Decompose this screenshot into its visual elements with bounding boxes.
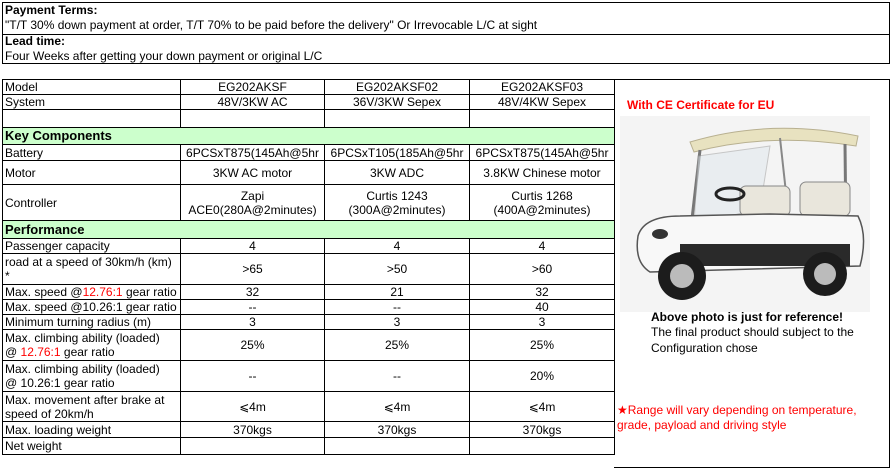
cell-maxspeed1-2: 21: [325, 285, 470, 300]
cell-brake-1: ⩽4m: [181, 392, 325, 422]
cell-maxspeed2-1: --: [181, 300, 325, 315]
cell-brake-3: ⩽4m: [470, 392, 615, 422]
cell-loading-3: 370kgs: [470, 422, 615, 438]
spec-table: [2, 79, 615, 455]
cell-system-2: 36V/3KW Sepex: [325, 95, 470, 110]
row-label-climb1: [3, 330, 181, 361]
cell-passenger-3: 4: [470, 239, 615, 254]
brake-label-line1: Max. movement after brake at: [5, 392, 165, 407]
table-row: [3, 300, 615, 315]
table-row: [3, 330, 615, 361]
table-row: [3, 315, 615, 330]
row-label-turning: Minimum turning radius (m): [3, 315, 181, 330]
cell-net-1: [181, 438, 325, 455]
table-row: [3, 285, 615, 300]
table-row: [3, 161, 615, 185]
cell-range-3: >60: [470, 254, 615, 285]
payment-terms-label: Payment Terms:: [5, 3, 98, 17]
row-label-net: Net weight: [3, 438, 181, 455]
cell-model-3: EG202AKSF03: [470, 80, 615, 95]
table-row: [3, 95, 615, 110]
table-row: [3, 110, 615, 128]
climb1-label-post: gear ratio: [60, 345, 115, 359]
cell-motor-2: 3KW ADC: [325, 161, 470, 185]
cell-range-2: >50: [325, 254, 470, 285]
table-row: [3, 254, 615, 285]
controller-1-line2: ACE0(280A@2minutes): [188, 202, 317, 217]
maxspeed1-label-ratio: 12.76:1: [82, 285, 123, 299]
row-label-motor: Motor: [3, 161, 181, 185]
climb1-label-ratio: 12.76:1: [20, 345, 61, 359]
controller-3-line1: Curtis 1268: [511, 188, 573, 203]
row-label-range: [3, 254, 181, 285]
payment-terms-text: "T/T 30% down payment at order, T/T 70% to be paid before the delivery" Or Irrevocable L/C at sight: [5, 18, 538, 32]
row-label-system: System: [3, 95, 181, 110]
cell-controller-2: [325, 185, 470, 221]
cell-controller-1: [181, 185, 325, 221]
cell-system-3: 48V/4KW Sepex: [470, 95, 615, 110]
table-row: [3, 438, 615, 455]
row-label-battery: Battery: [3, 145, 181, 161]
cell-passenger-2: 4: [325, 239, 470, 254]
cell-turning-1: 3: [181, 315, 325, 330]
cell-climb1-3: 25%: [470, 330, 615, 361]
controller-2-line2: (300A@2minutes): [348, 202, 446, 217]
range-label-line2: *: [5, 269, 10, 283]
cell-climb2-3: 20%: [470, 361, 615, 392]
cell-turning-3: 3: [470, 315, 615, 330]
controller-1-line1: Zapi: [240, 188, 265, 203]
photo-note-line1: Above photo is just for reference!: [651, 310, 844, 324]
ce-certificate-note: With CE Certificate for EU: [627, 98, 775, 112]
golf-cart-icon: [620, 116, 870, 312]
table-row: [3, 361, 615, 392]
golf-cart-photo: [620, 116, 870, 312]
range-note-line2: grade, payload and driving style: [617, 418, 787, 432]
section-title-key-components: Key Components: [3, 128, 615, 145]
climb2-label-line2: @ 10.26:1 gear ratio: [5, 376, 115, 390]
cell-maxspeed2-3: 40: [470, 300, 615, 315]
maxspeed1-label-post: gear ratio: [122, 285, 177, 299]
row-label-climb2: [3, 361, 181, 392]
cell-battery-3: 6PCSxT875(145Ah@5hr: [470, 145, 615, 161]
cell-motor-1: 3KW AC motor: [181, 161, 325, 185]
lead-time-text: Four Weeks after getting your down payment or original L/C: [5, 49, 323, 63]
climb1-label-line1: Max. climbing ability (loaded): [5, 331, 160, 345]
controller-2-line1: Curtis 1243: [366, 188, 428, 203]
section-row-performance: [3, 221, 615, 239]
row-label-brake: [3, 392, 181, 422]
table-row: [3, 392, 615, 422]
section-row-key-components: [3, 128, 615, 145]
cell-maxspeed1-1: 32: [181, 285, 325, 300]
range-label-line1: road at a speed of 30km/h (km): [5, 255, 172, 269]
cell-climb2-2: --: [325, 361, 470, 392]
cell-battery-2: 6PCSxT105(185Ah@5hr: [325, 145, 470, 161]
cell-controller-3: [470, 185, 615, 221]
maxspeed1-label-pre: Max. speed @: [5, 285, 83, 299]
row-label-maxspeed2: Max. speed @10.26:1 gear ratio: [3, 300, 181, 315]
brake-label-line2: speed of 20km/h: [5, 406, 94, 421]
cell-net-2: [325, 438, 470, 455]
cell-passenger-1: 4: [181, 239, 325, 254]
cell-maxspeed1-3: 32: [470, 285, 615, 300]
table-row: [3, 185, 615, 221]
climb2-label-line1: Max. climbing ability (loaded): [5, 362, 160, 376]
row-label-maxspeed1: [3, 285, 181, 300]
cell-model-2: EG202AKSF02: [325, 80, 470, 95]
table-row: [3, 80, 615, 95]
section-title-performance: Performance: [3, 221, 615, 239]
cell-climb1-2: 25%: [325, 330, 470, 361]
table-row: [3, 239, 615, 254]
table-row: [3, 145, 615, 161]
photo-note-line3: Configuration chose: [651, 341, 758, 355]
cell-loading-1: 370kgs: [181, 422, 325, 438]
cell-motor-3: 3.8KW Chinese motor: [470, 161, 615, 185]
cell-battery-1: 6PCSxT875(145Ah@5hr: [181, 145, 325, 161]
cell-range-1: >65: [181, 254, 325, 285]
row-label-controller: Controller: [3, 185, 181, 221]
cell-maxspeed2-2: --: [325, 300, 470, 315]
photo-note-line2: The final product should subject to the: [651, 325, 854, 339]
table-row: [3, 422, 615, 438]
cell-turning-2: 3: [325, 315, 470, 330]
range-note-line1: ★Range will vary depending on temperature,: [617, 403, 857, 417]
lead-time-label: Lead time:: [5, 34, 66, 48]
row-label-model: Model: [3, 80, 181, 95]
cell-system-1: 48V/3KW AC: [181, 95, 325, 110]
cell-brake-2: ⩽4m: [325, 392, 470, 422]
cell-climb2-1: --: [181, 361, 325, 392]
row-label-passenger: Passenger capacity: [3, 239, 181, 254]
cell-climb1-1: 25%: [181, 330, 325, 361]
cell-loading-2: 370kgs: [325, 422, 470, 438]
cell-net-3: [470, 438, 615, 455]
cell-model-1: EG202AKSF: [181, 80, 325, 95]
row-label-loading: Max. loading weight: [3, 422, 181, 438]
climb1-label-pre: @: [5, 345, 21, 359]
controller-3-line2: (400A@2minutes): [493, 202, 591, 217]
